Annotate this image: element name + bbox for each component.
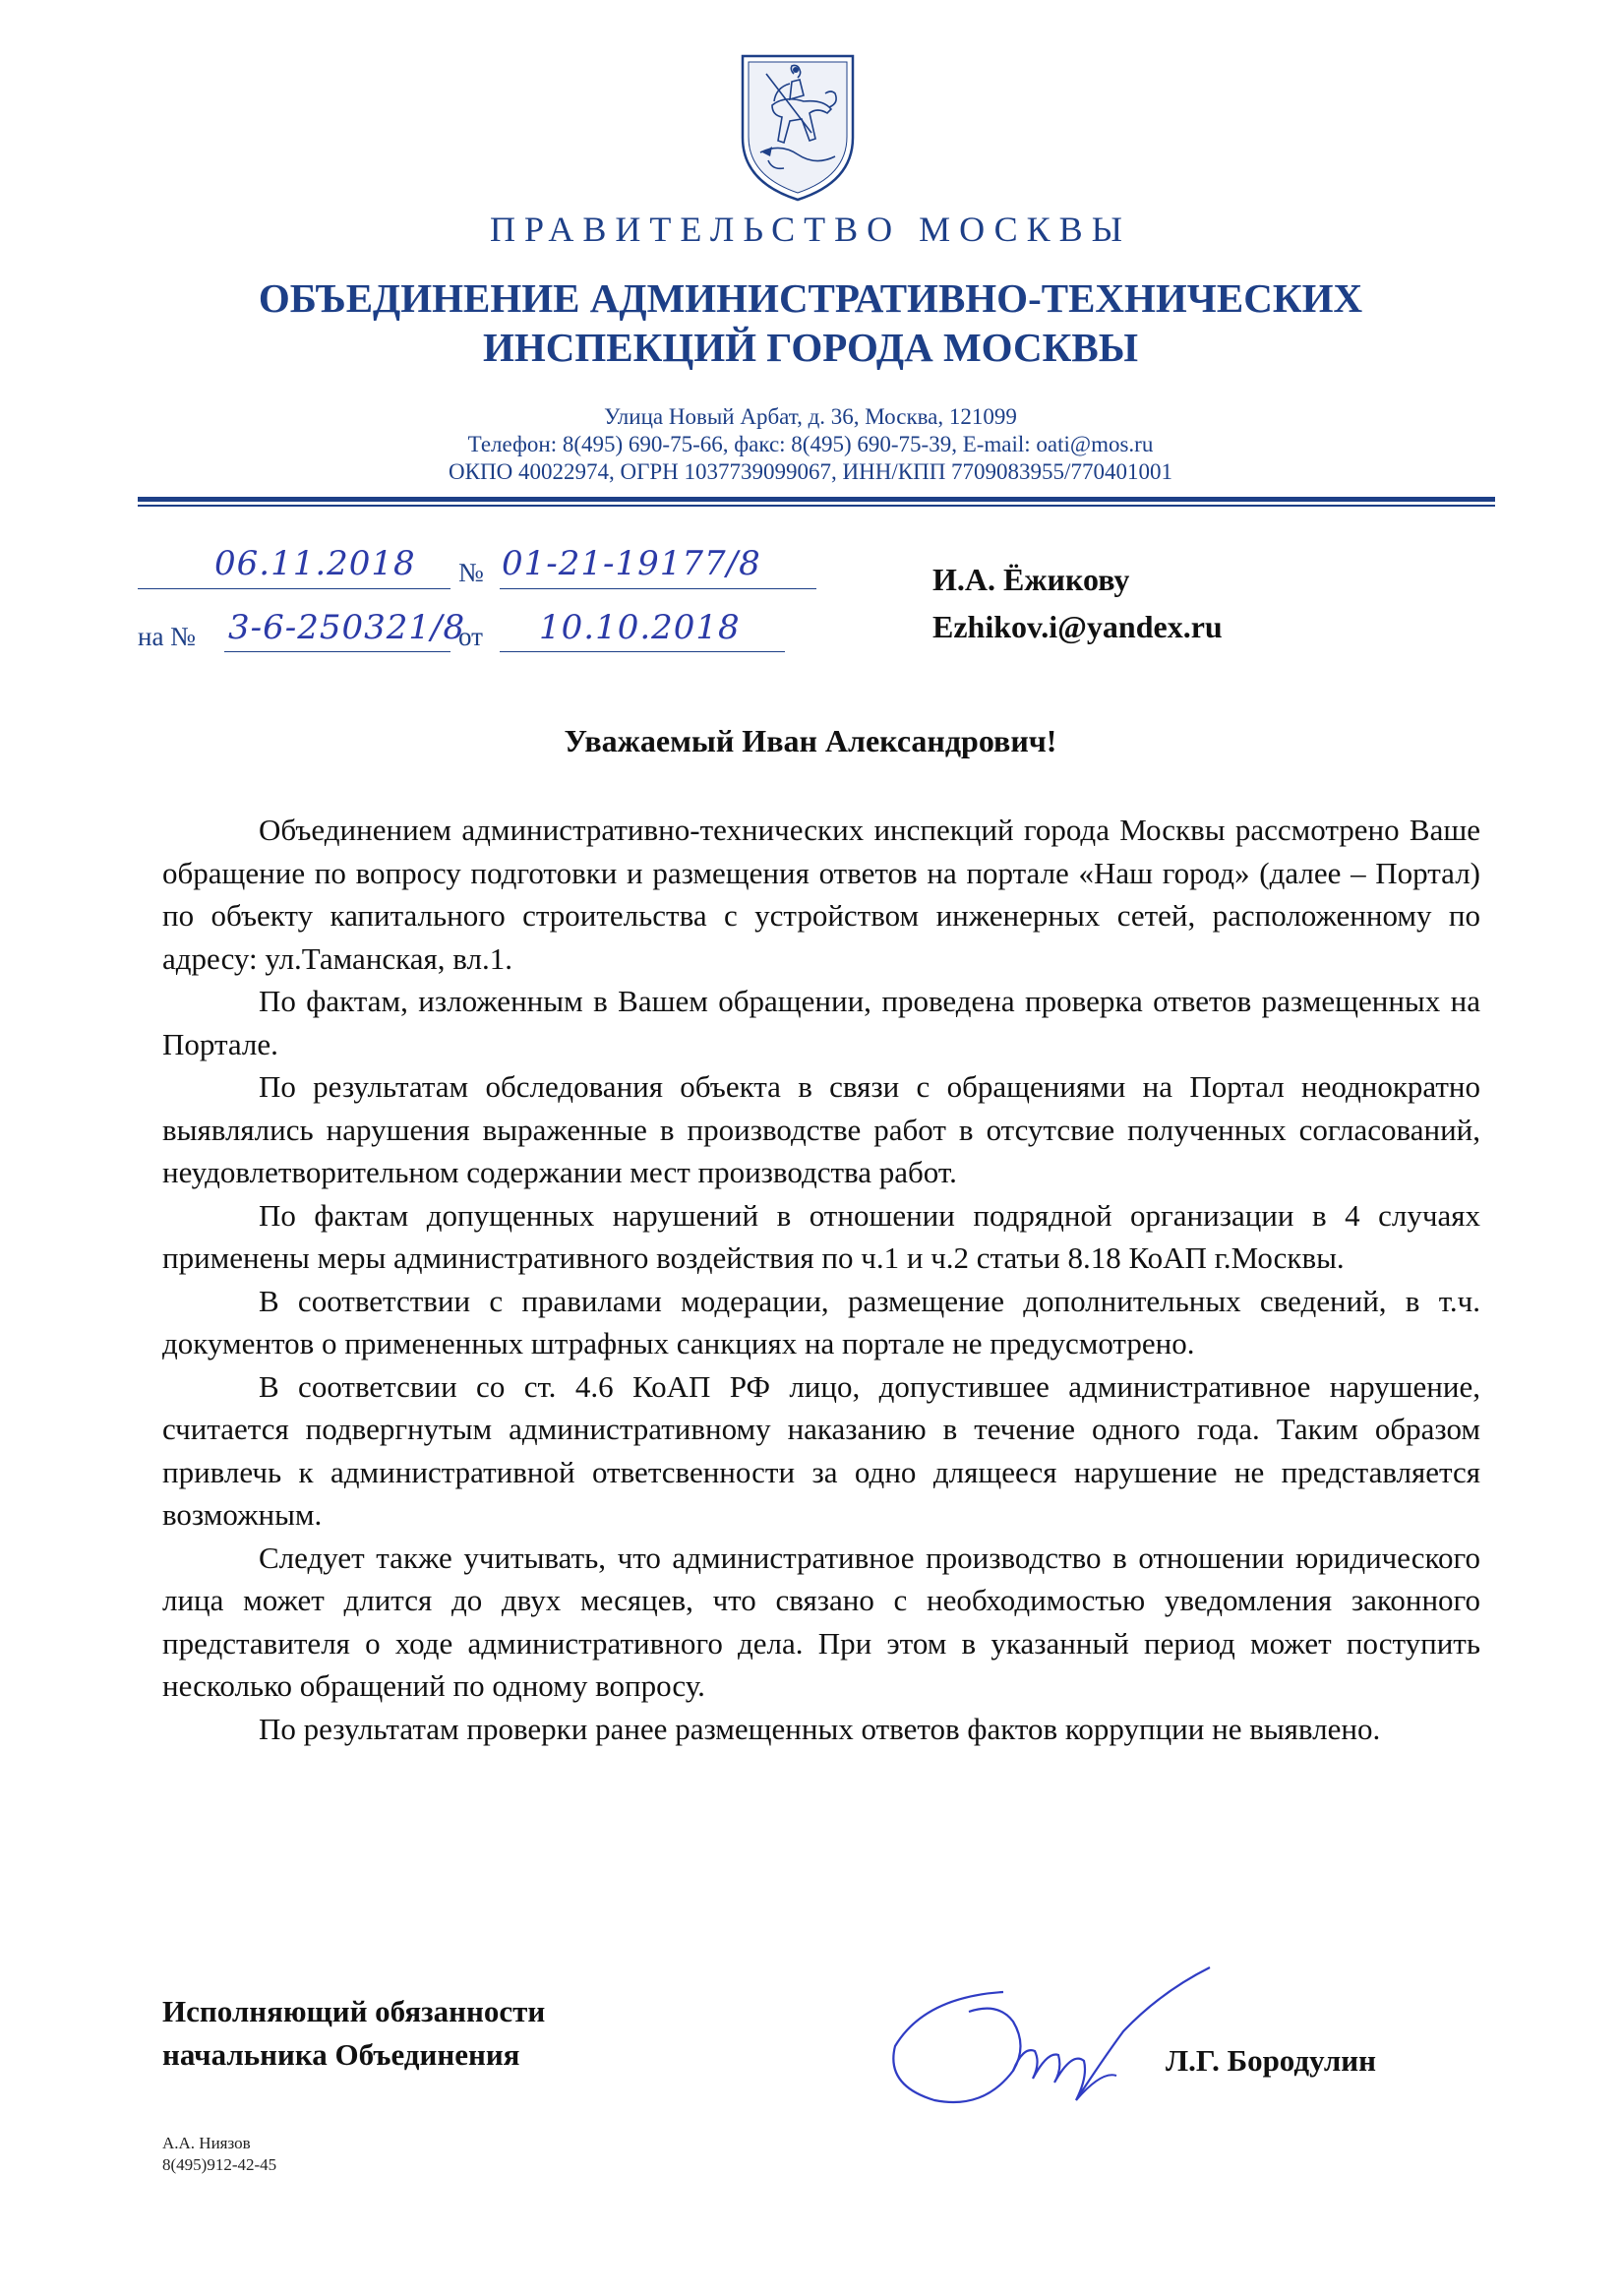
signatory-title <box>162 1990 545 2077</box>
addressee-name: И.А. Ёжикову <box>932 562 1130 597</box>
organization-contacts <box>0 403 1621 486</box>
ref-number-label: на № <box>138 622 196 651</box>
body-paragraph: В соответствии с правилами модерации, размещение дополнительных сведений, в т.ч. документов о примененных штрафных санкциях на портале не предусмотрено. <box>162 1283 1480 1360</box>
addressee-email: Ezhikov.i@yandex.ru <box>932 609 1223 644</box>
executor-phone: 8(495)912-42-45 <box>162 2155 277 2174</box>
body-paragraph: Следует также учитывать, что административное производство в отношении юридического лица может длится до двух месяцев, что связано с необходимостью уведомления законного представителя о ходе административного дела. При этом в указанный период может поступить несколько обращений по одному вопросу. <box>162 1540 1480 1703</box>
body-paragraph: По результатам обследования объекта в связи с обращениями на Портал неоднократно выявлялись нарушения выраженные в производстве работ в отсутсвие полученных согласований, неудовлетворительном содержании мест производства работ. <box>162 1069 1480 1189</box>
addressee-block <box>932 556 1223 650</box>
body-paragraph: Объединением административно-технических инспекций города Москвы рассмотрено Ваше обращение по вопросу подготовки и размещения ответов на портале «Наш город» (далее – Портал) по объекту капитального строительства с устройством инженерных сетей, расположенному по адресу: ул.Таманская, вл.1. <box>162 813 1480 976</box>
organization-phones: Телефон: 8(495) 690-75-66, факс: 8(495) 690-75-39, E-mail: oati@mos.ru <box>467 432 1154 456</box>
ref-from-label: от <box>458 622 483 651</box>
organization-codes: ОКПО 40022974, ОГРН 1037739099067, ИНН/КПП 7709083955/770401001 <box>449 459 1172 484</box>
ref-number-line <box>224 651 450 652</box>
signatory-title-line1: Исполняющий обязанности <box>162 1994 546 2028</box>
outgoing-date: 06.11.2018 <box>214 544 416 583</box>
body-paragraph: По фактам допущенных нарушений в отношении подрядной организации в 4 случаях применены меры административного воздействия по ч.1 и ч.2 статьи 8.18 КоАП г.Москвы. <box>162 1197 1480 1275</box>
date-line <box>138 588 450 589</box>
header-divider-thin <box>138 505 1495 507</box>
signatory-name: Л.Г. Бородулин <box>1166 2043 1376 2078</box>
reference-date: 10.10.2018 <box>539 608 741 647</box>
signatory-title-line2: начальника Объединения <box>162 2037 520 2072</box>
ref-date-line <box>500 651 785 652</box>
reference-number: 3-6-250321/8 <box>228 608 466 647</box>
outgoing-number: 01-21-19177/8 <box>502 544 761 583</box>
organization-name <box>0 273 1621 372</box>
executor-info <box>162 2133 276 2176</box>
salutation: Уважаемый Иван Александрович! <box>564 723 1057 758</box>
body-paragraph: По результатам проверки ранее размещенных ответов фактов коррупции не выявлено. <box>259 1711 1381 1746</box>
handwritten-signature <box>866 1953 1279 2125</box>
moscow-coat-of-arms-icon <box>733 44 863 207</box>
letter-body <box>162 809 1480 1750</box>
government-title: ПРАВИТЕЛЬСТВО МОСКВЫ <box>489 210 1131 249</box>
organization-address: Улица Новый Арбат, д. 36, Москва, 121099 <box>604 404 1017 429</box>
number-label: № <box>458 558 484 587</box>
number-line <box>500 588 816 589</box>
body-paragraph: По фактам, изложенным в Вашем обращении, проведена проверка ответов размещенных на Портале. <box>162 984 1480 1061</box>
body-paragraph: В соответсвии со ст. 4.6 КоАП РФ лицо, допустившее административное нарушение, считается подвергнутым административному наказанию в течение одного года. Таким образом привлечь к административной ответсвенности за одно длящееся нарушение не представляется возможным. <box>162 1368 1480 1532</box>
organization-name-line2: ИНСПЕКЦИЙ ГОРОДА МОСКВЫ <box>483 325 1138 370</box>
header-divider-thick <box>138 497 1495 502</box>
executor-name: А.А. Ниязов <box>162 2134 251 2152</box>
organization-name-line1: ОБЪЕДИНЕНИЕ АДМИНИСТРАТИВНО-ТЕХНИЧЕСКИХ <box>258 275 1363 321</box>
